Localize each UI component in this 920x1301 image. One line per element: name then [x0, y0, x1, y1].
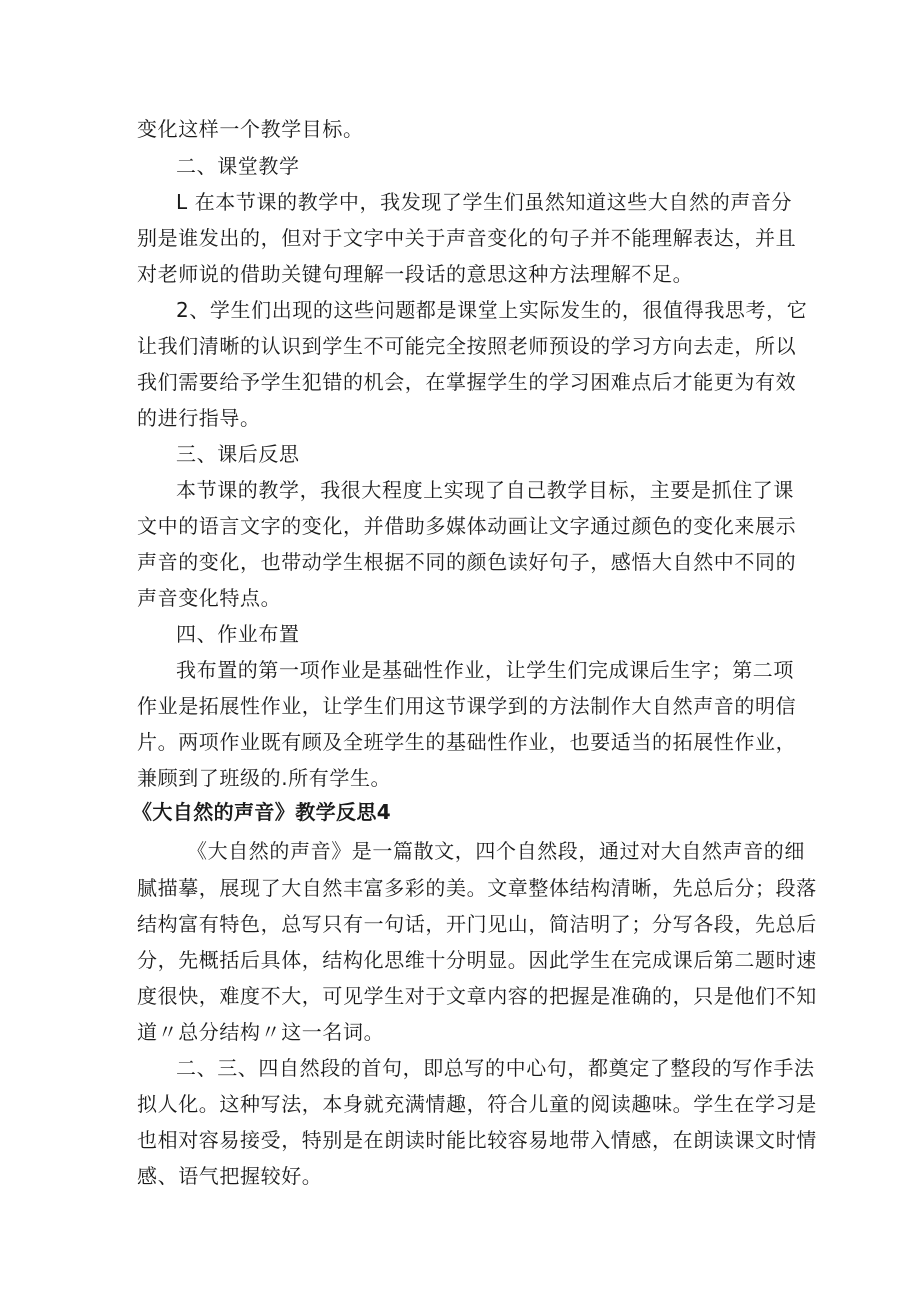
text-line: 兼顾到了班级的.所有学生。 — [137, 766, 392, 790]
text-line: 文中的语言文字的变化，并借助多媒体动画让文字通过颜色的变化来展示 — [137, 514, 797, 538]
text-line: 让我们清晰的认识到学生不可能完全按照老师预设的学习方向去走，所以 — [137, 334, 797, 358]
section-heading: 四、作业布置 — [176, 622, 300, 646]
text-line: 我布置的第一项作业是基础性作业，让学生们完成课后生字；第二项 — [176, 658, 794, 682]
article-title: 《大自然的声音》教学反思4 — [132, 800, 392, 824]
text-line: 感、语气把握较好。 — [137, 1164, 323, 1188]
section-heading: 二、课堂教学 — [176, 154, 300, 178]
text-line: 别是谁发出的，但对于文字中关于声音变化的句子并不能理解表达，并且 — [137, 226, 797, 250]
text-line: 度很快，难度不大，可见学生对于文章内容的把握是准确的，只是他们不知 — [137, 984, 817, 1008]
text-line: 道〃总分结构〃这一名词。 — [137, 1020, 385, 1044]
text-line: 声音的变化，也带动学生根据不同的颜色读好句子，感悟大自然中不同的 — [137, 550, 797, 574]
text-line: 二、三、四自然段的首句，即总写的中心句，都奠定了整段的写作手法 — [176, 1056, 815, 1080]
text-line: L 在本节课的教学中，我发现了学生们虽然知道这些大自然的声音分 — [176, 190, 793, 214]
text-line: 我们需要给予学生犯错的机会，在掌握学生的学习困难点后才能更为有效 — [137, 370, 797, 394]
text-line: 变化这样一个教学目标。 — [137, 117, 364, 141]
text-line: 对老师说的借助关键句理解一段话的意思这种方法理解不足。 — [137, 262, 694, 286]
text-line: 作业是拓展性作业，让学生们用这节课学到的方法制作大自然声音的明信 — [137, 694, 797, 718]
text-line: 分，先概括后具体，结构化思维十分明显。因此学生在完成课后第二题时速 — [137, 948, 817, 972]
text-line: 《大自然的声音》是一篇散文，四个自然段，通过对大自然声音的细 — [187, 839, 805, 863]
text-line: 结构富有特色，总写只有一句话，开门见山，简洁明了；分写各段，先总后 — [137, 912, 817, 936]
text-line: 的进行指导。 — [137, 406, 261, 430]
text-line: 本节课的教学，我很大程度上实现了自己教学目标，主要是抓住了课 — [176, 478, 794, 502]
section-heading: 三、课后反思 — [176, 442, 300, 466]
text-line: 2、学生们出现的这些问题都是课堂上实际发生的，很值得我思考，它 — [176, 298, 808, 322]
text-line: 拟人化。这种写法，本身就充满情趣，符合儿童的阅读趣味。学生在学习是 — [137, 1092, 817, 1116]
text-line: 片。两项作业既有顾及全班学生的基础性作业，也要适当的拓展性作业， — [137, 730, 797, 754]
text-line: 腻描摹，展现了大自然丰富多彩的美。文章整体结构清晰，先总后分；段落 — [137, 876, 817, 900]
text-line: 也相对容易接受，特别是在朗读时能比较容易地带入情感，在朗读课文时情 — [137, 1128, 817, 1152]
text-line: 声音变化特点。 — [137, 586, 282, 610]
